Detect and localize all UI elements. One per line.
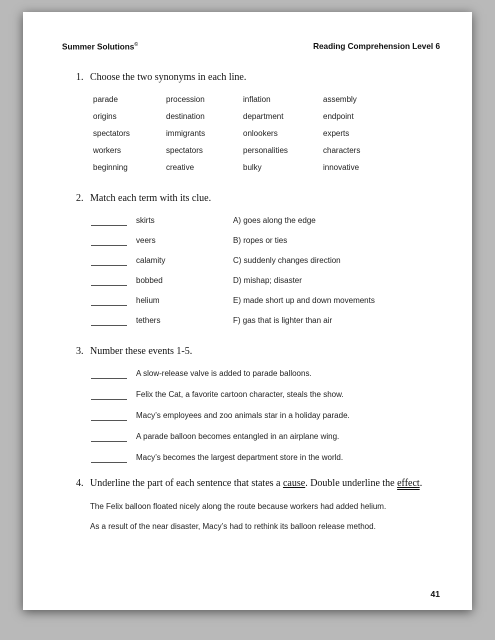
word-option[interactable]: onlookers bbox=[243, 129, 278, 138]
word-option[interactable]: spectators bbox=[166, 146, 203, 155]
copyright-mark: © bbox=[134, 42, 139, 48]
word-option[interactable]: inflation bbox=[243, 95, 271, 104]
series-title: Summer Solutions© bbox=[62, 42, 139, 52]
match-term: skirts bbox=[136, 216, 155, 225]
word-option[interactable]: bulky bbox=[243, 163, 262, 172]
word-option[interactable]: workers bbox=[93, 146, 122, 155]
word-option[interactable]: innovative bbox=[323, 163, 360, 172]
match-clue: D) mishap; disaster bbox=[233, 276, 302, 285]
question-1 bbox=[76, 72, 246, 83]
answer-blank[interactable] bbox=[91, 305, 127, 306]
match-term: calamity bbox=[136, 256, 166, 265]
answer-blank[interactable] bbox=[91, 441, 127, 442]
answer-blank[interactable] bbox=[91, 225, 127, 226]
subject-title: Reading Comprehension Level 6 bbox=[313, 42, 440, 51]
question-2-prompt: Match each term with its clue. bbox=[90, 193, 212, 204]
question-1-number: 1. bbox=[76, 72, 84, 83]
match-clue: C) suddenly changes direction bbox=[233, 256, 341, 265]
question-3 bbox=[76, 346, 192, 357]
question-2-number: 2. bbox=[76, 193, 84, 204]
event-item: Macy’s becomes the largest department store in the world. bbox=[136, 453, 344, 462]
word-option[interactable]: endpoint bbox=[323, 112, 354, 121]
match-term: bobbed bbox=[136, 276, 163, 285]
match-clue: B) ropes or ties bbox=[233, 236, 288, 245]
event-item: Felix the Cat, a favorite cartoon character, steals the show. bbox=[136, 390, 344, 399]
worksheet-page bbox=[23, 12, 472, 610]
match-clue: F) gas that is lighter than air bbox=[233, 316, 333, 325]
cause-word: cause bbox=[282, 478, 306, 489]
word-option[interactable]: destination bbox=[166, 112, 205, 121]
question-3-prompt: Number these events 1-5. bbox=[90, 346, 193, 357]
question-1-prompt: Choose the two synonyms in each line. bbox=[90, 72, 247, 83]
match-term: veers bbox=[136, 236, 156, 245]
answer-blank[interactable] bbox=[91, 245, 127, 246]
word-option[interactable]: origins bbox=[93, 112, 117, 121]
question-4 bbox=[76, 478, 422, 489]
effect-word: effect bbox=[397, 478, 420, 489]
answer-blank[interactable] bbox=[91, 462, 127, 463]
answer-blank[interactable] bbox=[91, 399, 127, 400]
match-term: helium bbox=[136, 296, 160, 305]
word-option[interactable]: immigrants bbox=[166, 129, 206, 138]
cause-effect-sentence[interactable]: The Felix balloon floated nicely along the route because workers had added helium. bbox=[90, 502, 387, 511]
word-option[interactable]: procession bbox=[166, 95, 205, 104]
event-item: Macy’s employees and zoo animals star in a holiday parade. bbox=[136, 411, 350, 420]
word-option[interactable]: assembly bbox=[323, 95, 357, 104]
question-4-number: 4. bbox=[76, 478, 84, 489]
answer-blank[interactable] bbox=[91, 420, 127, 421]
word-option[interactable]: beginning bbox=[93, 163, 128, 172]
word-option[interactable]: characters bbox=[323, 146, 361, 155]
answer-blank[interactable] bbox=[91, 285, 127, 286]
word-option[interactable]: department bbox=[243, 112, 284, 121]
question-3-number: 3. bbox=[76, 346, 84, 357]
word-option[interactable]: parade bbox=[93, 95, 118, 104]
event-item: A slow-release valve is added to parade balloons. bbox=[136, 369, 312, 378]
question-4-prompt: Underline the part of each sentence that states a cause. Double underline the effect. bbox=[90, 478, 423, 489]
match-clue: E) made short up and down movements bbox=[233, 296, 375, 305]
match-clue: A) goes along the edge bbox=[233, 216, 316, 225]
word-option[interactable]: spectators bbox=[93, 129, 130, 138]
page-number: 41 bbox=[430, 589, 440, 599]
answer-blank[interactable] bbox=[91, 325, 127, 326]
word-option[interactable]: experts bbox=[323, 129, 350, 138]
word-option[interactable]: personalities bbox=[243, 146, 288, 155]
match-term: tethers bbox=[136, 316, 161, 325]
event-item: A parade balloon becomes entangled in an airplane wing. bbox=[136, 432, 340, 441]
word-option[interactable]: creative bbox=[166, 163, 195, 172]
question-2 bbox=[76, 193, 211, 204]
cause-effect-sentence[interactable]: As a result of the near disaster, Macy’s had to rethink its balloon release method. bbox=[90, 522, 376, 531]
answer-blank[interactable] bbox=[91, 265, 127, 266]
answer-blank[interactable] bbox=[91, 378, 127, 379]
